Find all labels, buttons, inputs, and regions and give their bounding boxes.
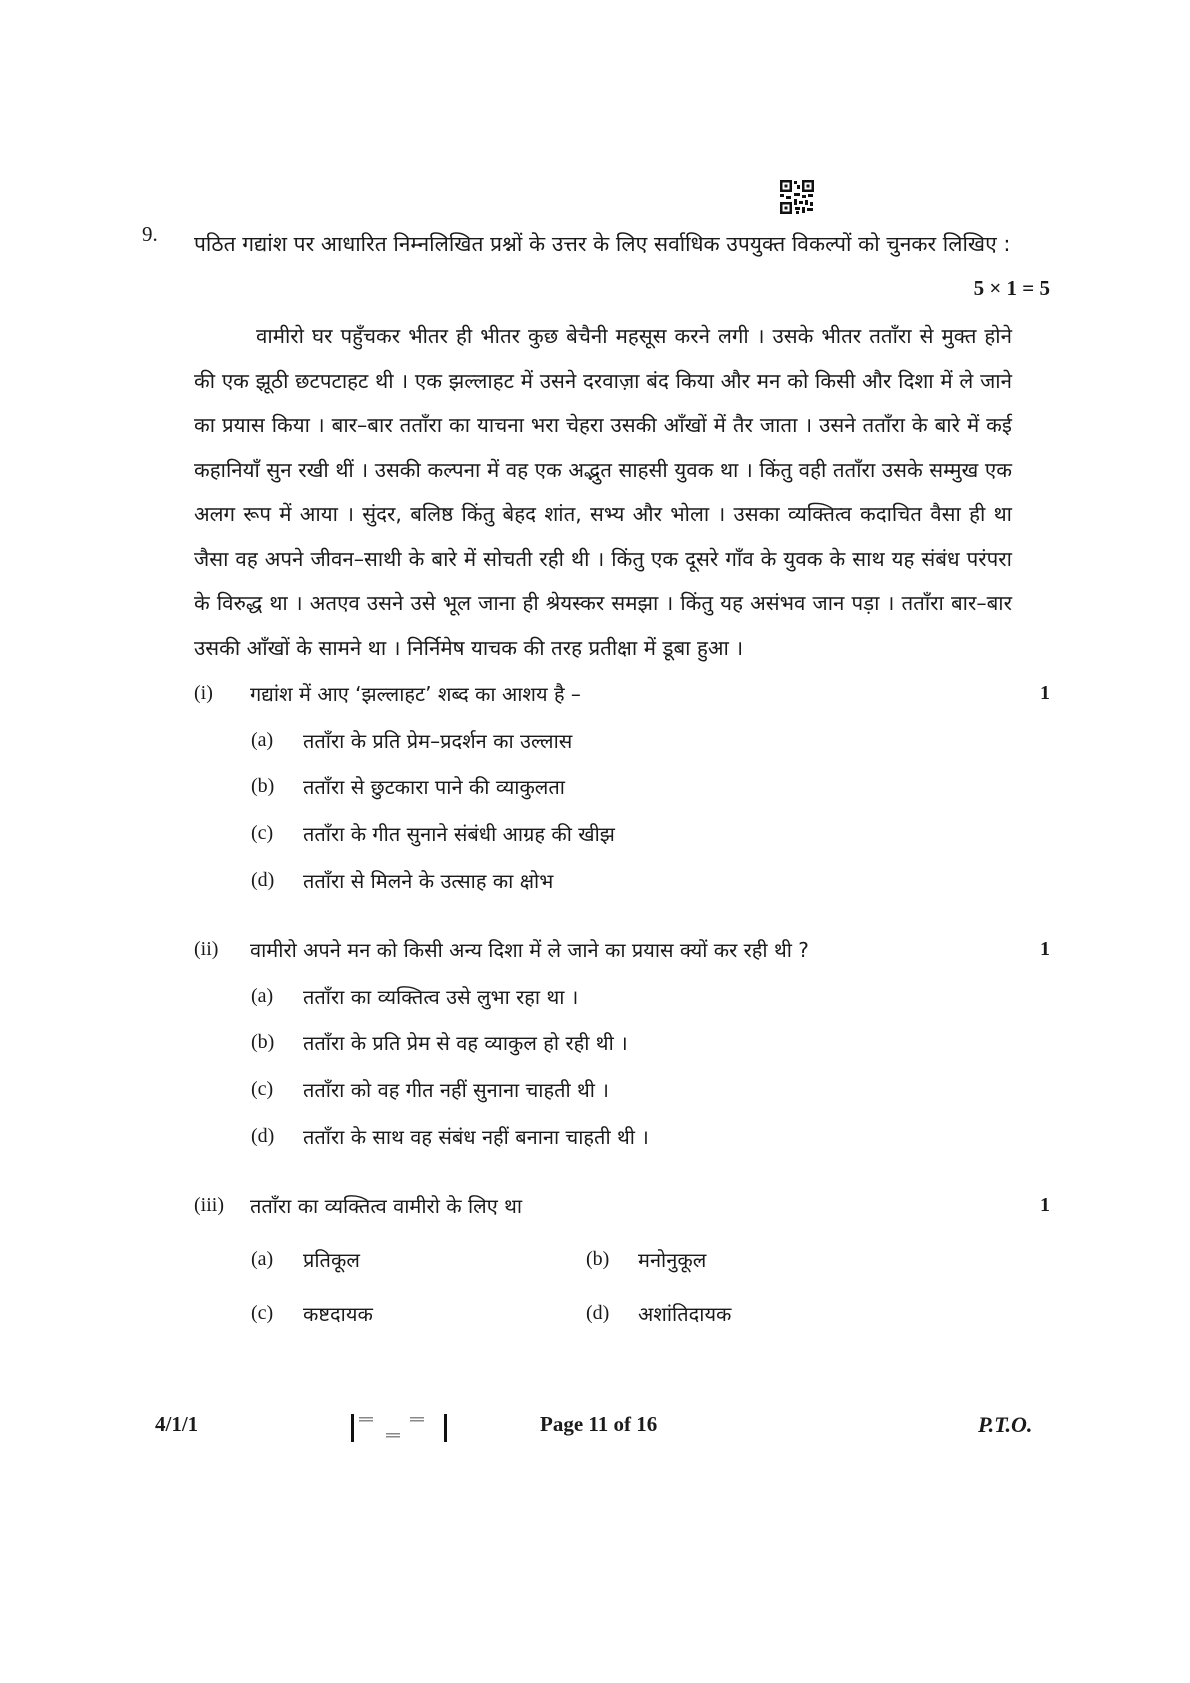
subquestion-text: गद्यांश में आए ‘झल्लाहट’ शब्द का आशय है – xyxy=(250,682,581,706)
option-text: ततॉंरा से छुटकारा पाने की व्याकुलता xyxy=(303,775,565,799)
option-text: अशांतिदायक xyxy=(638,1302,732,1326)
pto-label: P.T.O. xyxy=(978,1412,1033,1437)
option-label: (a) xyxy=(251,985,274,1007)
subquestion-marks: 1 xyxy=(1040,1194,1050,1216)
option-text: ततॉंरा के प्रति प्रेम–प्रदर्शन का उल्लास xyxy=(303,729,573,753)
marks-total: 5 × 1 = 5 xyxy=(973,276,1050,300)
subquestion-number: (iii) xyxy=(194,1194,224,1216)
subquestion-marks: 1 xyxy=(1040,682,1050,704)
subquestion-number: (i) xyxy=(194,682,213,704)
subquestion-text: ततॉंरा का व्यक्तित्व वामीरो के लिए था xyxy=(250,1194,523,1218)
question-instruction: पठित गद्यांश पर आधारित निम्नलिखित प्रश्नों के उत्तर के लिए सर्वाधिक उपयुक्त विकल्पों को चुनकर लिखिए : xyxy=(194,232,1011,256)
page-number: Page 11 of 16 xyxy=(540,1412,658,1436)
option-label: (a) xyxy=(251,1248,274,1270)
option-label: (d) xyxy=(586,1302,610,1324)
option-label: (b) xyxy=(251,775,275,797)
paper-code: 4/1/1 xyxy=(155,1412,199,1436)
passage: वामीरो घर पहुँचकर भीतर ही भीतर कुछ बेचैनी महसूस करने लगी । उसके भीतर ततॉंरा से मुक्त होने की एक झूठी छटपटाहट थी । एक झल्लाहट में उसने दरवाज़ा बंद किया और मन को किसी और दिशा में ले जाने का प्रयास किया । बार–बार ततॉंरा का याचना भरा चेहरा उसकी आँखों में तैर जाता । उसने ततॉंरा के बारे में कई कहानियाँ सुन रखी थीं । उसकी कल्पना में वह एक अद्भुत साहसी युवक था । किंतु वही ततॉंरा उसके सम्मुख एक अलग रूप में आया । सुंदर, बलिष्ठ किंतु बेहद शांत, सभ्य और भोला । उसका व्यक्तित्व कदाचित वैसा ही था जैसा वह अपने जीवन–साथी के बारे में सोचती रही थी । किंतु एक दूसरे गाँव के युवक के साथ यह संबंध परंपरा के विरुद्ध था । अतएव उसने उसे भूल जाना ही श्रेयस्कर समझा । किंतु यह असंभव जान पड़ा । ततॉंरा बार–बार उसकी आँखों के सामने था । निर्निमेष याचक की तरह प्रतीक्षा में डूबा हुआ । xyxy=(194,324,1012,660)
option-text: ततॉंरा से मिलने के उत्साह का क्षोभ xyxy=(303,869,554,893)
question-number: 9. xyxy=(142,222,158,246)
option-text: मनोनुकूल xyxy=(638,1248,707,1272)
option-text: प्रतिकूल xyxy=(303,1248,360,1272)
option-label: (b) xyxy=(586,1248,610,1270)
option-label: (c) xyxy=(251,822,274,844)
option-label: (d) xyxy=(251,1125,275,1147)
option-text: ततॉंरा के गीत सुनाने संबंधी आग्रह की खीझ xyxy=(303,822,615,846)
option-label: (b) xyxy=(251,1031,275,1053)
subquestion-text: वामीरो अपने मन को किसी अन्य दिशा में ले जाने का प्रयास क्यों कर रही थी ? xyxy=(250,938,809,962)
option-text: ततॉंरा के साथ वह संबंध नहीं बनाना चाहती थी । xyxy=(303,1125,649,1149)
option-label: (c) xyxy=(251,1078,274,1100)
subquestion-marks: 1 xyxy=(1040,938,1050,960)
qr-code-icon xyxy=(780,180,814,214)
option-label: (c) xyxy=(251,1302,274,1324)
option-label: (a) xyxy=(251,729,274,751)
option-text: कष्टदायक xyxy=(303,1302,373,1326)
subquestion-number: (ii) xyxy=(194,938,219,960)
barcode-icon xyxy=(350,1414,450,1442)
option-text: ततॉंरा के प्रति प्रेम से वह व्याकुल हो रही थी । xyxy=(303,1031,628,1055)
page-footer xyxy=(0,1412,1190,1452)
option-text: ततॉंरा को वह गीत नहीं सुनाना चाहती थी । xyxy=(303,1078,609,1102)
option-text: ततॉंरा का व्यक्तित्व उसे लुभा रहा था । xyxy=(303,985,579,1009)
option-label: (d) xyxy=(251,869,275,891)
